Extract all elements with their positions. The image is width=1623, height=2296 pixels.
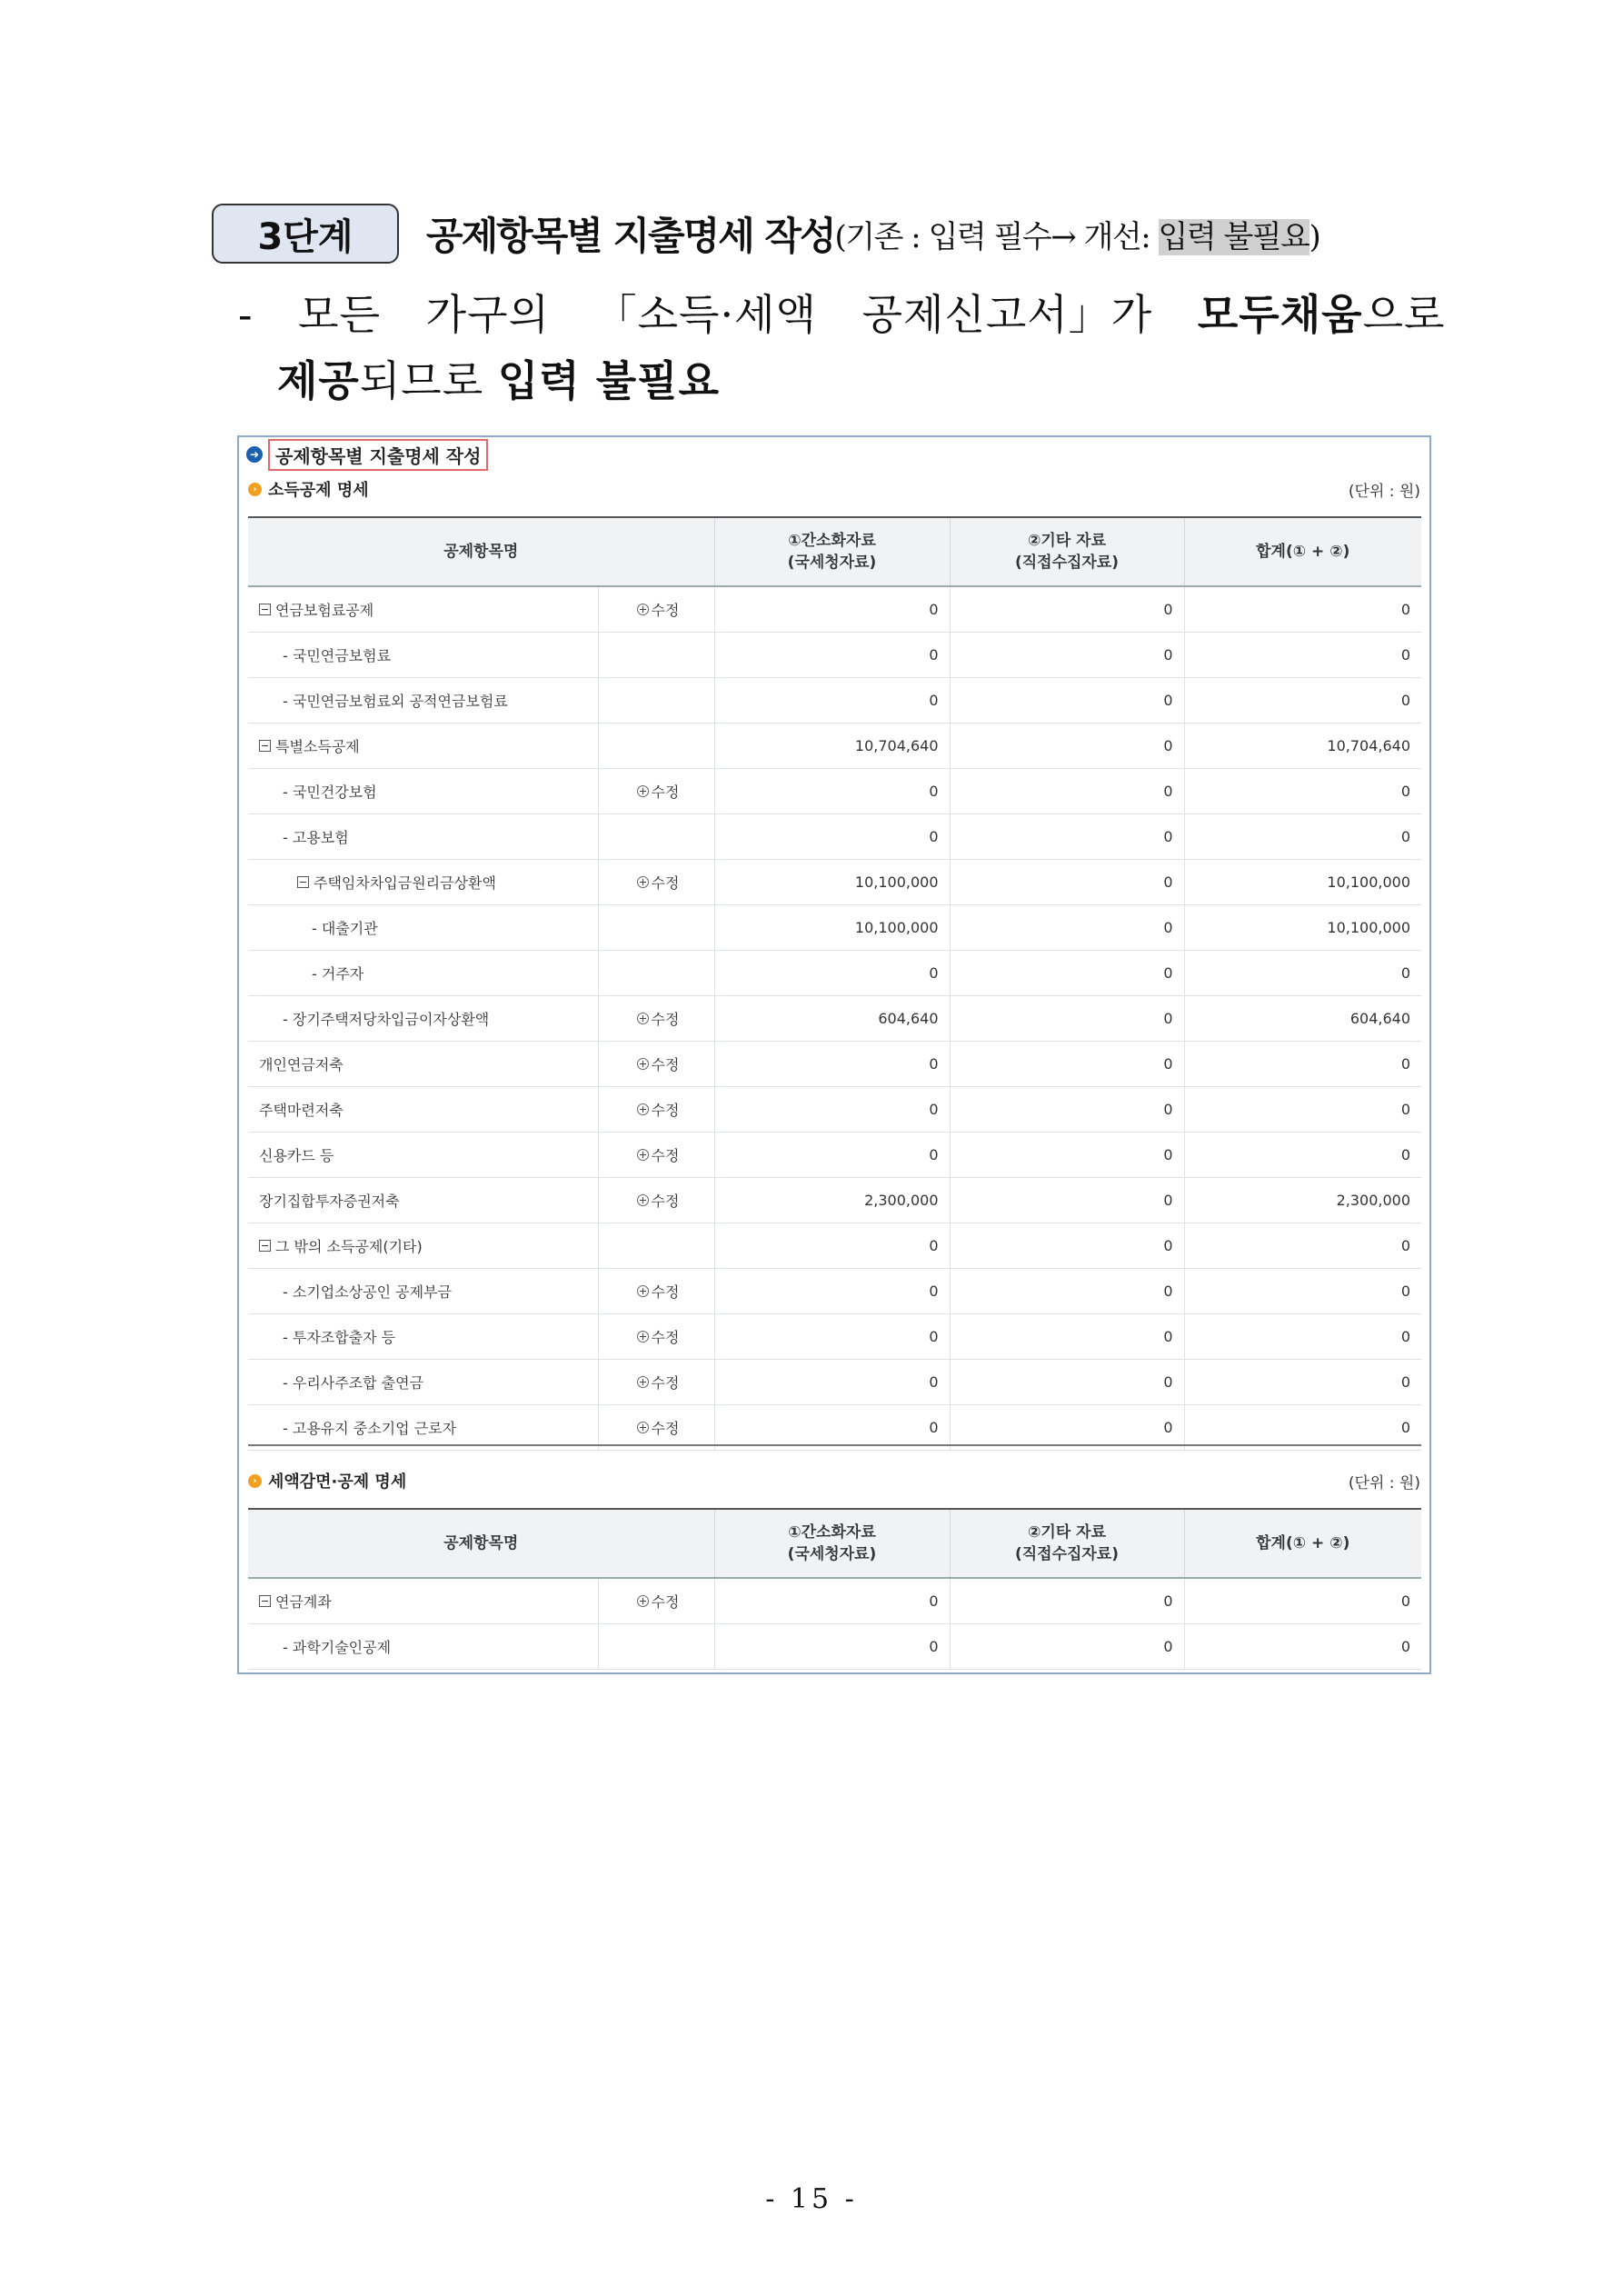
other-value: 0 — [950, 1223, 1184, 1269]
row-label: - 투자조합출자 등 — [248, 1314, 598, 1360]
total-value: 0 — [1184, 1405, 1421, 1451]
other-value: 0 — [950, 1087, 1184, 1133]
simplified-value: 0 — [714, 1269, 950, 1314]
row-label: - 과학기술인공제 — [248, 1624, 598, 1670]
table-row — [248, 1360, 1421, 1405]
plus-circle-icon — [637, 1194, 649, 1206]
plus-circle-icon — [637, 1285, 649, 1297]
simplified-value: 0 — [714, 1360, 950, 1405]
simplified-value: 0 — [714, 633, 950, 678]
row-label: - 고용보험 — [248, 814, 598, 860]
empty-cell — [598, 1223, 714, 1269]
plus-circle-icon — [637, 876, 649, 888]
simplified-value: 0 — [714, 1087, 950, 1133]
other-value: 0 — [950, 905, 1184, 951]
empty-cell — [598, 905, 714, 951]
row-label[interactable]: 연금계좌 — [248, 1578, 598, 1624]
bullet-circle-icon: › — [248, 483, 262, 496]
table-bottom-rule — [248, 1444, 1421, 1446]
total-value: 0 — [1184, 814, 1421, 860]
collapse-toggle-icon[interactable] — [259, 1240, 271, 1252]
other-value: 0 — [950, 996, 1184, 1042]
total-value: 0 — [1184, 769, 1421, 814]
total-value: 0 — [1184, 1223, 1421, 1269]
plus-circle-icon — [637, 1058, 649, 1070]
simplified-value: 10,100,000 — [714, 860, 950, 905]
other-value: 0 — [950, 1624, 1184, 1670]
edit-button[interactable]: 수정 — [598, 860, 714, 905]
total-value: 10,100,000 — [1184, 905, 1421, 951]
row-label: - 국민연금보험료 — [248, 633, 598, 678]
simplified-value: 0 — [714, 814, 950, 860]
other-value: 0 — [950, 633, 1184, 678]
total-value: 0 — [1184, 951, 1421, 996]
table-row — [248, 860, 1421, 905]
income-deduction-table — [248, 516, 1421, 1451]
empty-cell — [598, 633, 714, 678]
row-label: 주택마련저축 — [248, 1087, 598, 1133]
table-row — [248, 1223, 1421, 1269]
plus-circle-icon — [637, 1595, 649, 1607]
other-value: 0 — [950, 1360, 1184, 1405]
simplified-value: 0 — [714, 1314, 950, 1360]
row-label: - 고용유지 중소기업 근로자 — [248, 1405, 598, 1451]
col-header-other: ②기타 자료 (직접수집자료) — [950, 517, 1184, 586]
step-badge: 3단계 — [212, 204, 399, 264]
row-label: - 국민건강보험 — [248, 769, 598, 814]
bullet-circle-icon: › — [248, 1474, 262, 1488]
step-heading — [212, 202, 1319, 265]
table-row — [248, 1624, 1421, 1670]
table-row — [248, 769, 1421, 814]
total-value: 0 — [1184, 1269, 1421, 1314]
col-header-simplified: ①간소화자료 (국세청자료) — [714, 1509, 950, 1578]
section-income-deduction: › 소득공제 명세 (단위 : 원) — [248, 477, 1420, 501]
table-row — [248, 724, 1421, 769]
empty-cell — [598, 951, 714, 996]
total-value: 0 — [1184, 1087, 1421, 1133]
table-row — [248, 905, 1421, 951]
table-row — [248, 1314, 1421, 1360]
row-label: - 소기업소상공인 공제부금 — [248, 1269, 598, 1314]
edit-button[interactable]: 수정 — [598, 1087, 714, 1133]
simplified-value: 0 — [714, 1133, 950, 1178]
collapse-toggle-icon[interactable] — [259, 604, 271, 615]
total-value: 0 — [1184, 1133, 1421, 1178]
row-label[interactable]: 연금보험료공제 — [248, 586, 598, 633]
plus-circle-icon — [637, 1103, 649, 1115]
row-label: 신용카드 등 — [248, 1133, 598, 1178]
col-header-name: 공제항목명 — [248, 517, 714, 586]
simplified-value: 0 — [714, 1624, 950, 1670]
tax-credit-table — [248, 1508, 1421, 1670]
table-row — [248, 814, 1421, 860]
col-header-other: ②기타 자료 (직접수집자료) — [950, 1509, 1184, 1578]
total-value: 0 — [1184, 633, 1421, 678]
total-value: 10,100,000 — [1184, 860, 1421, 905]
simplified-value: 0 — [714, 1578, 950, 1624]
edit-button[interactable]: 수정 — [598, 1578, 714, 1624]
table-row — [248, 1578, 1421, 1624]
empty-cell — [598, 1624, 714, 1670]
total-value: 604,640 — [1184, 996, 1421, 1042]
plus-circle-icon — [637, 1331, 649, 1343]
plus-circle-icon — [637, 604, 649, 615]
table-row — [248, 1042, 1421, 1087]
simplified-value: 0 — [714, 1223, 950, 1269]
table-row — [248, 996, 1421, 1042]
edit-button[interactable]: 수정 — [598, 769, 714, 814]
table-row — [248, 678, 1421, 724]
row-label: - 장기주택저당차입금이자상환액 — [248, 996, 598, 1042]
edit-button[interactable]: 수정 — [598, 1178, 714, 1223]
table-row — [248, 1133, 1421, 1178]
other-value: 0 — [950, 1578, 1184, 1624]
screenshot-title: ➜ 공제항목별 지출명세 작성 — [246, 439, 488, 470]
total-value: 0 — [1184, 678, 1421, 724]
simplified-value: 604,640 — [714, 996, 950, 1042]
edit-button[interactable]: 수정 — [598, 1269, 714, 1314]
edit-button[interactable]: 수정 — [598, 1360, 714, 1405]
row-label[interactable]: 주택임차차입금원리금상환액 — [248, 860, 598, 905]
total-value: 0 — [1184, 586, 1421, 633]
table-row — [248, 633, 1421, 678]
collapse-toggle-icon[interactable] — [259, 740, 271, 752]
edit-button[interactable]: 수정 — [598, 1042, 714, 1087]
table-row — [248, 1269, 1421, 1314]
other-value: 0 — [950, 1133, 1184, 1178]
bullet-line-1: - 모든 가구의 「소득·세액 공제신고서」가 모두채움으로 — [238, 290, 1446, 339]
other-value: 0 — [950, 860, 1184, 905]
collapse-toggle-icon[interactable] — [297, 876, 309, 888]
row-label: - 대출기관 — [248, 905, 598, 951]
simplified-value: 10,100,000 — [714, 905, 950, 951]
simplified-value: 0 — [714, 678, 950, 724]
edit-button[interactable]: 수정 — [598, 1314, 714, 1360]
edit-button[interactable]: 수정 — [598, 1405, 714, 1451]
row-label: - 거주자 — [248, 951, 598, 996]
other-value: 0 — [950, 724, 1184, 769]
simplified-value: 0 — [714, 1405, 950, 1451]
col-header-total: 합계(① + ②) — [1184, 517, 1421, 586]
col-header-name: 공제항목명 — [248, 1509, 714, 1578]
col-header-simplified: ①간소화자료 (국세청자료) — [714, 517, 950, 586]
total-value: 0 — [1184, 1360, 1421, 1405]
empty-cell — [598, 678, 714, 724]
bullet-line-2: 제공되므로 입력 불필요 — [277, 356, 721, 405]
step-note: (기존 : 입력 필수→ 개선: 입력 불필요) — [834, 218, 1320, 255]
row-label[interactable]: 특별소득공제 — [248, 724, 598, 769]
plus-circle-icon — [637, 1376, 649, 1388]
total-value: 2,300,000 — [1184, 1178, 1421, 1223]
step-title: 공제항목별 지출명세 작성 — [426, 214, 835, 258]
simplified-value: 10,704,640 — [714, 724, 950, 769]
empty-cell — [598, 724, 714, 769]
col-header-total: 합계(① + ②) — [1184, 1509, 1421, 1578]
plus-circle-icon — [637, 785, 649, 797]
other-value: 0 — [950, 1269, 1184, 1314]
simplified-value: 0 — [714, 1042, 950, 1087]
simplified-value: 2,300,000 — [714, 1178, 950, 1223]
table-row — [248, 586, 1421, 633]
note-highlight: 입력 불필요 — [1158, 218, 1309, 255]
plus-circle-icon — [637, 1013, 649, 1024]
page-number: - 15 - — [765, 2183, 858, 2215]
simplified-value: 0 — [714, 769, 950, 814]
arrow-circle-icon: ➜ — [246, 446, 263, 463]
collapse-toggle-icon[interactable] — [259, 1595, 271, 1607]
total-value: 0 — [1184, 1314, 1421, 1360]
other-value: 0 — [950, 769, 1184, 814]
total-value: 0 — [1184, 1624, 1421, 1670]
edit-button[interactable]: 수정 — [598, 586, 714, 633]
row-label: - 국민연금보험료외 공적연금보험료 — [248, 678, 598, 724]
empty-cell — [598, 814, 714, 860]
total-value: 0 — [1184, 1578, 1421, 1624]
plus-circle-icon — [637, 1422, 649, 1433]
table-row — [248, 1087, 1421, 1133]
other-value: 0 — [950, 586, 1184, 633]
plus-circle-icon — [637, 1149, 649, 1161]
row-label: - 우리사주조합 출연금 — [248, 1360, 598, 1405]
other-value: 0 — [950, 678, 1184, 724]
other-value: 0 — [950, 951, 1184, 996]
other-value: 0 — [950, 1178, 1184, 1223]
other-value: 0 — [950, 1042, 1184, 1087]
edit-button[interactable]: 수정 — [598, 996, 714, 1042]
section-tax-credit: › 세액감면·공제 명세 (단위 : 원) — [248, 1469, 1420, 1492]
total-value: 0 — [1184, 1042, 1421, 1087]
table-row — [248, 1405, 1421, 1451]
table-row — [248, 1178, 1421, 1223]
table-row — [248, 951, 1421, 996]
row-label: 장기집합투자증권저축 — [248, 1178, 598, 1223]
other-value: 0 — [950, 1314, 1184, 1360]
embedded-screenshot — [237, 435, 1431, 1674]
simplified-value: 0 — [714, 951, 950, 996]
row-label[interactable]: 그 밖의 소득공제(기타) — [248, 1223, 598, 1269]
row-label: 개인연금저축 — [248, 1042, 598, 1087]
other-value: 0 — [950, 1405, 1184, 1451]
simplified-value: 0 — [714, 586, 950, 633]
edit-button[interactable]: 수정 — [598, 1133, 714, 1178]
other-value: 0 — [950, 814, 1184, 860]
total-value: 10,704,640 — [1184, 724, 1421, 769]
